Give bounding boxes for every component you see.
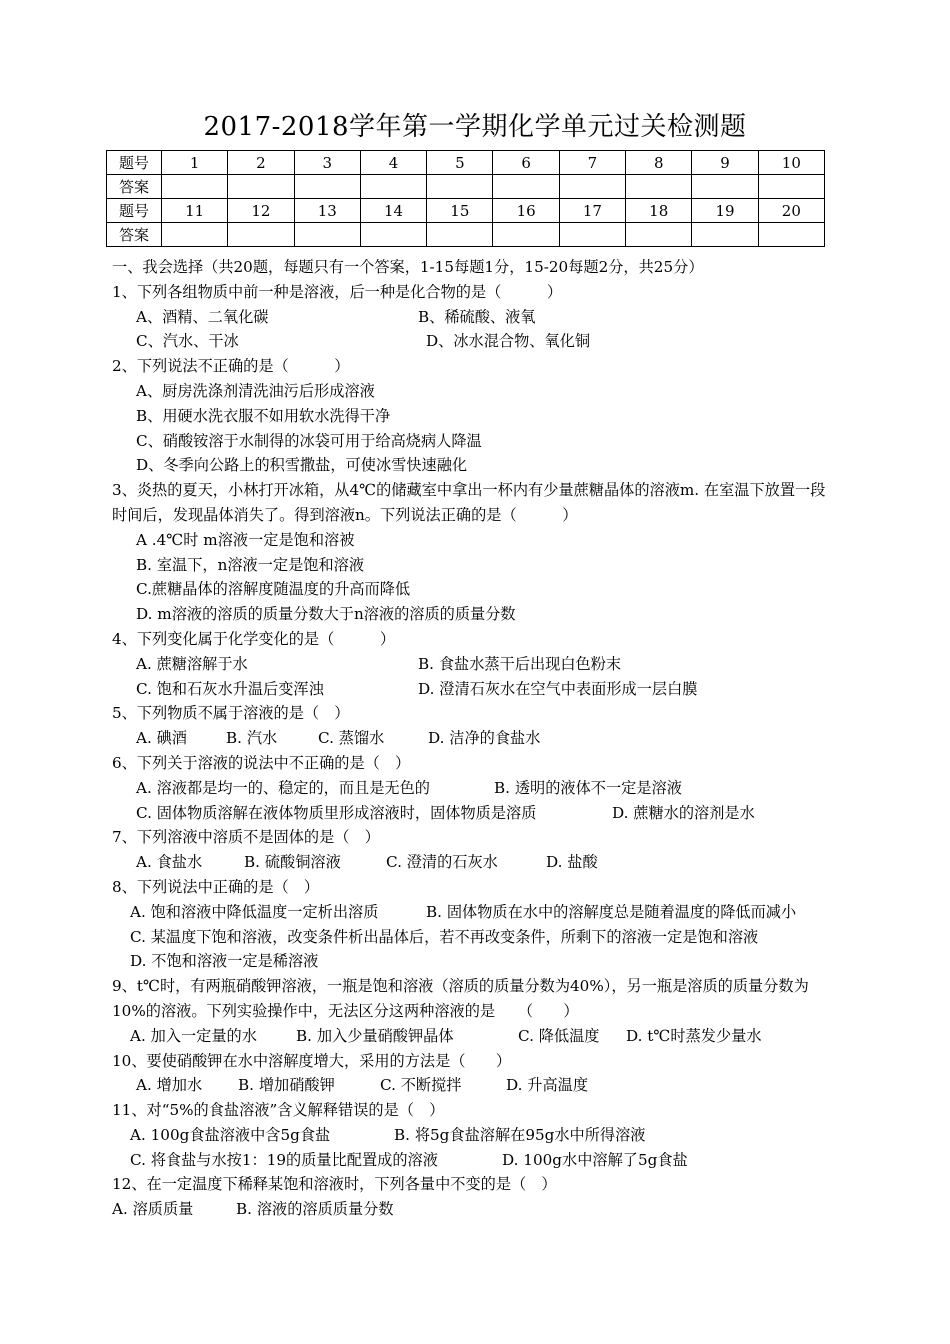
option-b: B. 汽水 xyxy=(226,729,278,748)
table-row xyxy=(107,199,825,223)
option-a: A、厨房洗涤剂清洗油污后形成溶液 xyxy=(136,381,375,400)
option-b: B. 室温下，n溶液一定是饱和溶液 xyxy=(136,555,365,574)
answer-cell[interactable] xyxy=(162,175,228,199)
option-d: D. 不饱和溶液一定是稀溶液 xyxy=(130,952,319,971)
question-number-cell: 15 xyxy=(427,199,493,223)
answer-cell[interactable] xyxy=(692,175,758,199)
question-stem: 2、下列说法不正确的是（ ） xyxy=(112,357,350,376)
option-c: C、汽水、干冰 xyxy=(136,332,239,351)
question-stem: 4、下列变化属于化学变化的是（ ） xyxy=(112,629,396,648)
option-a: A .4℃时 m溶液一定是饱和溶被 xyxy=(136,530,355,549)
option-d: D. 澄清石灰水在空气中表面形成一层白膜 xyxy=(418,679,698,698)
section-heading: 一、我会选择（共20题，每题只有一个答案，1-15每题1分，15-20每题2分，共25分） xyxy=(112,258,704,276)
option-a: A. 增加水 xyxy=(136,1076,203,1095)
option-b: B. 硫酸铜溶液 xyxy=(244,853,341,872)
row-label-number: 题号 xyxy=(107,199,162,223)
answer-cell[interactable] xyxy=(758,175,824,199)
option-row xyxy=(112,652,840,677)
question-number-cell: 7 xyxy=(559,151,625,175)
answer-cell[interactable] xyxy=(692,223,758,247)
answer-cell[interactable] xyxy=(559,175,625,199)
option-b: B. 将5g食盐溶解在95g水中所得溶液 xyxy=(394,1125,646,1144)
option-a: A. 100g食盐溶液中含5g食盐 xyxy=(130,1125,331,1144)
answer-cell[interactable] xyxy=(228,223,294,247)
option-c: C. 将食盐与水按1：19的质量比配置成的溶液 xyxy=(130,1150,438,1169)
table-row xyxy=(107,175,825,199)
option-row xyxy=(112,850,840,875)
option-c: C. 饱和石灰水升温后变浑浊 xyxy=(136,679,324,698)
question-number-cell: 18 xyxy=(626,199,692,223)
option-b: B、稀硫酸、液氧 xyxy=(418,307,536,326)
question-stem: 3、炎热的夏天，小林打开冰箱，从4℃的储藏室中拿出一杯内有少量蔗糖晶体的溶液m. 在室温下放置一段时间后，发现晶体消失了。得到溶液n。下列说法正确的是（ ） xyxy=(112,481,826,524)
question-stem: 5、下列物质不属于溶液的是（ ） xyxy=(112,704,350,723)
option-d: D. m溶液的溶质的质量分数大于n溶液的溶质的质量分数 xyxy=(136,605,516,624)
option-c: C. 不断搅拌 xyxy=(380,1076,462,1095)
option-d: D. 盐酸 xyxy=(546,853,598,872)
option-a: A. 加入一定量的水 xyxy=(130,1026,257,1045)
question-stem: 6、下列关于溶液的说法中不正确的是（ ） xyxy=(112,753,411,772)
question-number-cell: 19 xyxy=(692,199,758,223)
question-number-cell: 9 xyxy=(692,151,758,175)
option-row xyxy=(112,1073,840,1098)
question-number-cell: 4 xyxy=(360,151,426,175)
question-number-cell: 10 xyxy=(758,151,824,175)
question-stem: 1、下列各组物质中前一种是溶液，后一种是化合物的是（ ） xyxy=(112,282,563,301)
option-a: A、酒精、二氧化碳 xyxy=(136,307,269,326)
answer-cell[interactable] xyxy=(427,223,493,247)
answer-cell[interactable] xyxy=(559,223,625,247)
option-c: C、硝酸铵溶于水制得的冰袋可用于给高烧病人降温 xyxy=(136,431,482,450)
option-d: D. 升高温度 xyxy=(506,1076,589,1095)
option-b: B. 食盐水蒸干后出现白色粉末 xyxy=(418,654,622,673)
question-number-cell: 3 xyxy=(294,151,360,175)
question-stem: 11、对“5%的食盐溶液”含义解释错误的是（ ） xyxy=(112,1101,445,1120)
question-number-cell: 13 xyxy=(294,199,360,223)
option-row xyxy=(112,329,840,354)
answer-table xyxy=(106,150,825,247)
option-b: B. 增加硝酸钾 xyxy=(238,1076,335,1095)
row-label-answer: 答案 xyxy=(107,175,162,199)
option-b: B. 透明的液体不一定是溶液 xyxy=(494,778,682,797)
question-number-cell: 12 xyxy=(228,199,294,223)
option-row xyxy=(112,900,840,925)
option-b: B. 加入少量硝酸钾晶体 xyxy=(296,1026,454,1045)
option-row xyxy=(112,677,840,702)
answer-cell[interactable] xyxy=(626,223,692,247)
option-c: C. 澄清的石灰水 xyxy=(386,853,498,872)
option-a: A. 饱和溶液中降低温度一定析出溶质 xyxy=(130,902,379,921)
option-row xyxy=(112,1197,840,1222)
option-a: A. 食盐水 xyxy=(136,853,203,872)
option-d: D、冰水混合物、氧化铜 xyxy=(426,332,591,351)
answer-cell[interactable] xyxy=(758,223,824,247)
option-c: C. 降低温度 xyxy=(518,1026,600,1045)
answer-cell[interactable] xyxy=(294,223,360,247)
option-a: A. 碘酒 xyxy=(136,729,187,748)
table-row xyxy=(107,223,825,247)
answer-cell[interactable] xyxy=(493,175,559,199)
answer-cell[interactable] xyxy=(162,223,228,247)
question-number-cell: 11 xyxy=(162,199,228,223)
option-row xyxy=(112,801,840,826)
question-number-cell: 2 xyxy=(228,151,294,175)
option-row xyxy=(112,1123,840,1148)
question-stem: 8、下列说法中正确的是（ ） xyxy=(112,877,320,896)
table-row xyxy=(107,151,825,175)
question-number-cell: 5 xyxy=(427,151,493,175)
option-row xyxy=(112,726,840,751)
page-title: 2017-2018学年第一学期化学单元过关检测题 xyxy=(203,112,747,142)
option-b: B、用硬水洗衣服不如用软水洗得干净 xyxy=(136,406,391,425)
question-number-cell: 14 xyxy=(360,199,426,223)
answer-cell[interactable] xyxy=(427,175,493,199)
question-stem: 9、t℃时，有两瓶硝酸钾溶液，一瓶是饱和溶液（溶质的质量分数为40%），另一瓶是溶质的质量分数为10%的溶液。下列实验操作中，无法区分这两种溶液的是 （ ） xyxy=(112,977,809,1020)
option-c: C. 某温度下饱和溶液，改变条件析出晶体后，若不再改变条件，所剩下的溶液一定是饱和溶液 xyxy=(130,927,759,946)
question-stem: 7、下列溶液中溶质不是固体的是（ ） xyxy=(112,828,380,847)
option-b: B. 固体物质在水中的溶解度总是随着温度的降低而减小 xyxy=(426,902,797,921)
question-number-cell: 6 xyxy=(493,151,559,175)
option-d: D. 蔗糖水的溶剂是水 xyxy=(612,803,755,822)
option-a: A. 溶液都是均一的、稳定的，而且是无色的 xyxy=(136,778,430,797)
option-a: A. 溶质质量 xyxy=(112,1200,194,1219)
option-d: D. 洁净的食盐水 xyxy=(428,729,541,748)
question-number-cell: 20 xyxy=(758,199,824,223)
option-row xyxy=(112,305,840,330)
answer-cell[interactable] xyxy=(360,175,426,199)
option-c: C.蔗糖晶体的溶解度随温度的升高而降低 xyxy=(136,580,411,599)
answer-cell[interactable] xyxy=(493,223,559,247)
option-d: D. 100g水中溶解了5g食盐 xyxy=(502,1150,688,1169)
answer-cell[interactable] xyxy=(360,223,426,247)
question-number-cell: 16 xyxy=(493,199,559,223)
question-number-cell: 17 xyxy=(559,199,625,223)
row-label-number: 题号 xyxy=(107,151,162,175)
answer-cell[interactable] xyxy=(294,175,360,199)
option-a: A. 蔗糖溶解于水 xyxy=(136,654,248,673)
answer-cell[interactable] xyxy=(228,175,294,199)
option-c: C. 固体物质溶解在液体物质里形成溶液时，固体物质是溶质 xyxy=(136,803,537,822)
question-stem: 10、要使硝酸钾在水中溶解度增大，采用的方法是（ ） xyxy=(112,1051,512,1070)
option-row xyxy=(112,1148,840,1173)
question-number-cell: 8 xyxy=(626,151,692,175)
question-number-cell: 1 xyxy=(162,151,228,175)
option-c: C. 蒸馏水 xyxy=(318,729,385,748)
option-d: D. t℃时蒸发少量水 xyxy=(626,1026,762,1045)
option-b: B. 溶液的溶质质量分数 xyxy=(236,1200,394,1219)
row-label-answer: 答案 xyxy=(107,223,162,247)
option-d: D、冬季向公路上的积雪撒盐，可使冰雪快速融化 xyxy=(136,456,468,475)
option-row xyxy=(112,776,840,801)
question-list xyxy=(112,255,840,1222)
answer-cell[interactable] xyxy=(626,175,692,199)
option-row xyxy=(112,1024,840,1049)
question-stem: 12、在一定温度下稀释某饱和溶液时，下列各量中不变的是（ ） xyxy=(112,1175,557,1194)
